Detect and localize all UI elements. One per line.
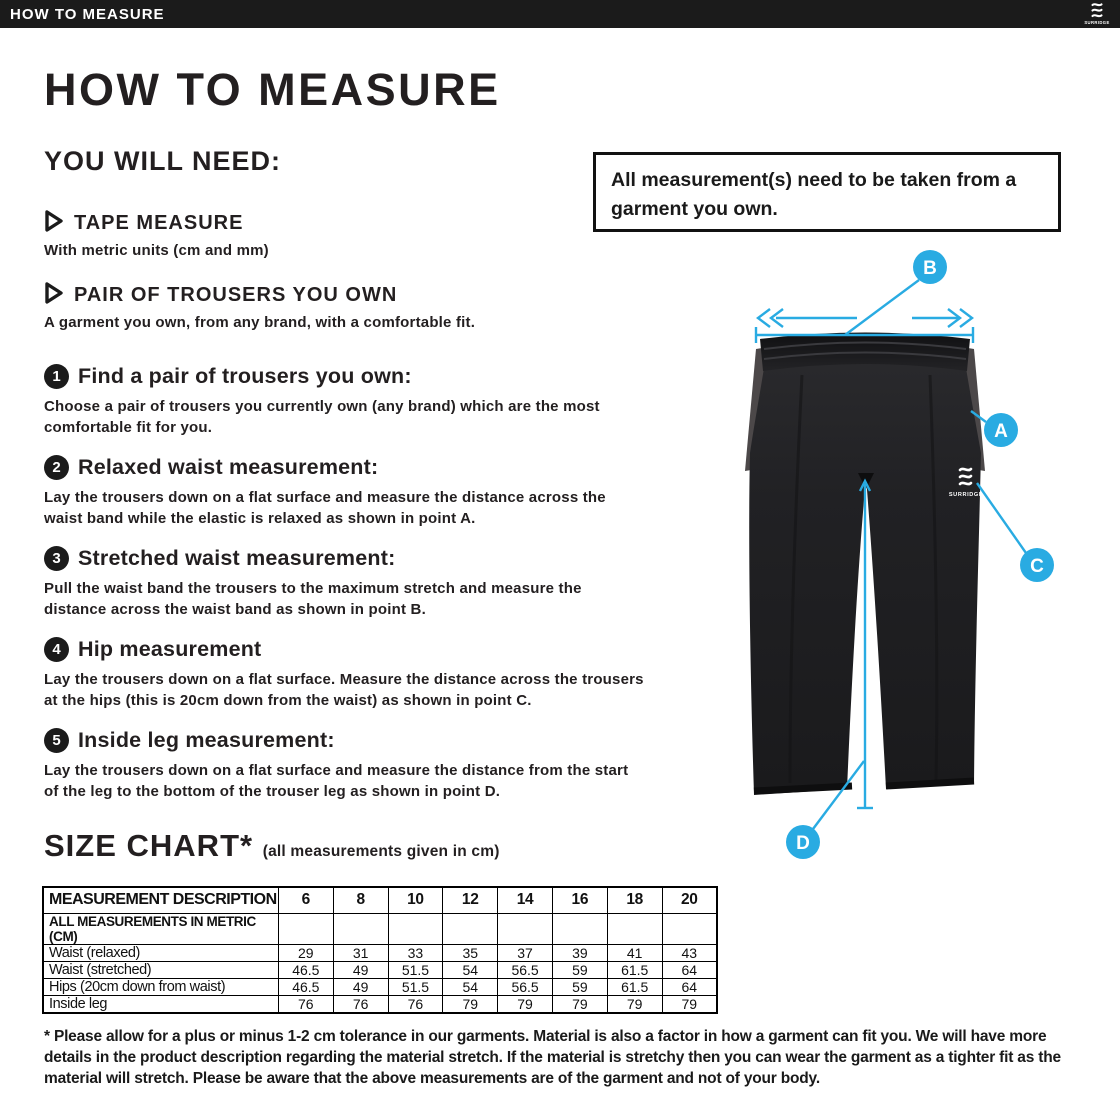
cell: 79	[552, 995, 607, 1013]
cell: 31	[333, 944, 388, 961]
need-item-desc: A garment you own, from any brand, with a comfortable fit.	[44, 314, 476, 331]
need-item-tape-measure	[44, 210, 604, 259]
table-header-row	[43, 887, 717, 913]
step-description: Choose a pair of trousers you currently own (any brand) which are the most comfortable fit for you.	[44, 398, 600, 436]
metric-label-cell: ALL MEASUREMENTS IN METRIC (CM)	[43, 913, 278, 944]
cell: 37	[498, 944, 553, 961]
point-c-badge	[1020, 548, 1054, 582]
cell: 64	[662, 961, 717, 978]
section-header-title: HOW TO MEASURE	[10, 5, 165, 23]
triangle-bullet-icon	[44, 210, 64, 237]
point-d-badge	[786, 825, 820, 859]
header-cell: 10	[388, 887, 443, 913]
step-find-trousers	[44, 364, 654, 438]
cell: 76	[388, 995, 443, 1013]
row-label: Hips (20cm down from waist)	[43, 978, 278, 995]
header-cell: 16	[552, 887, 607, 913]
step-inside-leg	[44, 728, 654, 802]
cell: 64	[662, 978, 717, 995]
svg-text:A: A	[994, 421, 1008, 442]
point-a-badge	[984, 413, 1018, 447]
cell: 79	[607, 995, 662, 1013]
size-chart-title: SIZE CHART*	[44, 828, 254, 863]
step-title: Hip measurement	[78, 637, 262, 661]
table-row-hips	[43, 978, 717, 995]
cell: 51.5	[388, 978, 443, 995]
size-chart-heading	[44, 828, 500, 864]
cell: 79	[498, 995, 553, 1013]
cell: 61.5	[607, 961, 662, 978]
svg-text:D: D	[796, 833, 810, 854]
cell: 35	[443, 944, 498, 961]
need-item-desc: With metric units (cm and mm)	[44, 242, 269, 259]
measurement-note-box: All measurement(s) need to be taken from a garment you own.	[593, 152, 1061, 232]
cell: 54	[443, 978, 498, 995]
cell: 56.5	[498, 978, 553, 995]
step-description: Lay the trousers down on a flat surface and measure the distance from the start of the leg to the bottom of the trouser leg as shown in point D.	[44, 762, 629, 800]
size-chart-subtitle: (all measurements given in cm)	[262, 843, 500, 860]
header-cell: 18	[607, 887, 662, 913]
size-chart-table	[42, 886, 718, 1014]
header-cell: 20	[662, 887, 717, 913]
need-item-title: PAIR OF TROUSERS YOU OWN	[74, 284, 398, 306]
header-cell: 12	[443, 887, 498, 913]
step-number-badge: 5	[44, 728, 69, 753]
cell: 59	[552, 978, 607, 995]
cell: 49	[333, 961, 388, 978]
step-description: Pull the waist band the trousers to the maximum stretch and measure the distance across the waist band as shown in point B.	[44, 580, 582, 618]
row-label: Waist (relaxed)	[43, 944, 278, 961]
tolerance-footnote: * Please allow for a plus or minus 1-2 cm tolerance in our garments. Material is also a factor in how a garment can fit you. We will have more details in the product description regarding the material stretch. If the material is stretchy then you can wear the garment as a tighter fit as the material will stretch. Please be aware that the above measurements are of the garment and not of your body.	[44, 1028, 1061, 1087]
step-title: Relaxed waist measurement:	[78, 455, 379, 479]
cell: 33	[388, 944, 443, 961]
cell: 79	[443, 995, 498, 1013]
cell: 61.5	[607, 978, 662, 995]
need-item-title: TAPE MEASURE	[74, 212, 244, 234]
cell: 41	[607, 944, 662, 961]
step-hip	[44, 637, 654, 711]
cell: 59	[552, 961, 607, 978]
step-title: Stretched waist measurement:	[78, 546, 396, 570]
need-item-trousers	[44, 282, 604, 331]
cell: 76	[278, 995, 333, 1013]
garment-brand-text: SURRIDGE	[948, 492, 984, 498]
cell: 49	[333, 978, 388, 995]
step-title: Inside leg measurement:	[78, 728, 335, 752]
table-row-waist-relaxed	[43, 944, 717, 961]
row-label: Inside leg	[43, 995, 278, 1013]
cell: 29	[278, 944, 333, 961]
cell: 79	[662, 995, 717, 1013]
header-cell: 6	[278, 887, 333, 913]
step-title: Find a pair of trousers you own:	[78, 364, 412, 388]
step-number-badge: 3	[44, 546, 69, 571]
cell: 46.5	[278, 961, 333, 978]
you-will-need-heading: YOU WILL NEED:	[44, 146, 282, 176]
svg-text:SURRIDGE: SURRIDGE	[1084, 20, 1110, 25]
step-number-badge: 1	[44, 364, 69, 389]
cell: 76	[333, 995, 388, 1013]
row-label: Waist (stretched)	[43, 961, 278, 978]
step-number-badge: 4	[44, 637, 69, 662]
page-title: HOW TO MEASURE	[44, 64, 501, 115]
surridge-logo-icon	[1083, 1, 1111, 32]
cell: 46.5	[278, 978, 333, 995]
table-metric-row	[43, 913, 717, 944]
cell: 56.5	[498, 961, 553, 978]
step-stretched-waist	[44, 546, 654, 620]
svg-text:B: B	[923, 258, 937, 279]
header-cell: MEASUREMENT DESCRIPTION	[43, 887, 278, 913]
section-header-bar[interactable]	[0, 0, 1120, 28]
triangle-bullet-icon	[44, 282, 64, 309]
header-cell: 14	[498, 887, 553, 913]
cell: 43	[662, 944, 717, 961]
table-row-inside-leg	[43, 995, 717, 1013]
header-cell: 8	[333, 887, 388, 913]
step-description: Lay the trousers down on a flat surface. Measure the distance across the trousers at the hips (this is 20cm down from the waist) as shown in point C.	[44, 671, 644, 709]
svg-text:C: C	[1030, 556, 1044, 577]
step-number-badge: 2	[44, 455, 69, 480]
cell: 54	[443, 961, 498, 978]
step-description: Lay the trousers down on a flat surface and measure the distance across the waist band while the elastic is relaxed as shown in point A.	[44, 489, 606, 527]
step-relaxed-waist	[44, 455, 654, 529]
trousers-measurement-diagram	[690, 235, 1120, 905]
point-b-badge	[913, 250, 947, 284]
table-row-waist-stretched	[43, 961, 717, 978]
cell: 51.5	[388, 961, 443, 978]
cell: 39	[552, 944, 607, 961]
